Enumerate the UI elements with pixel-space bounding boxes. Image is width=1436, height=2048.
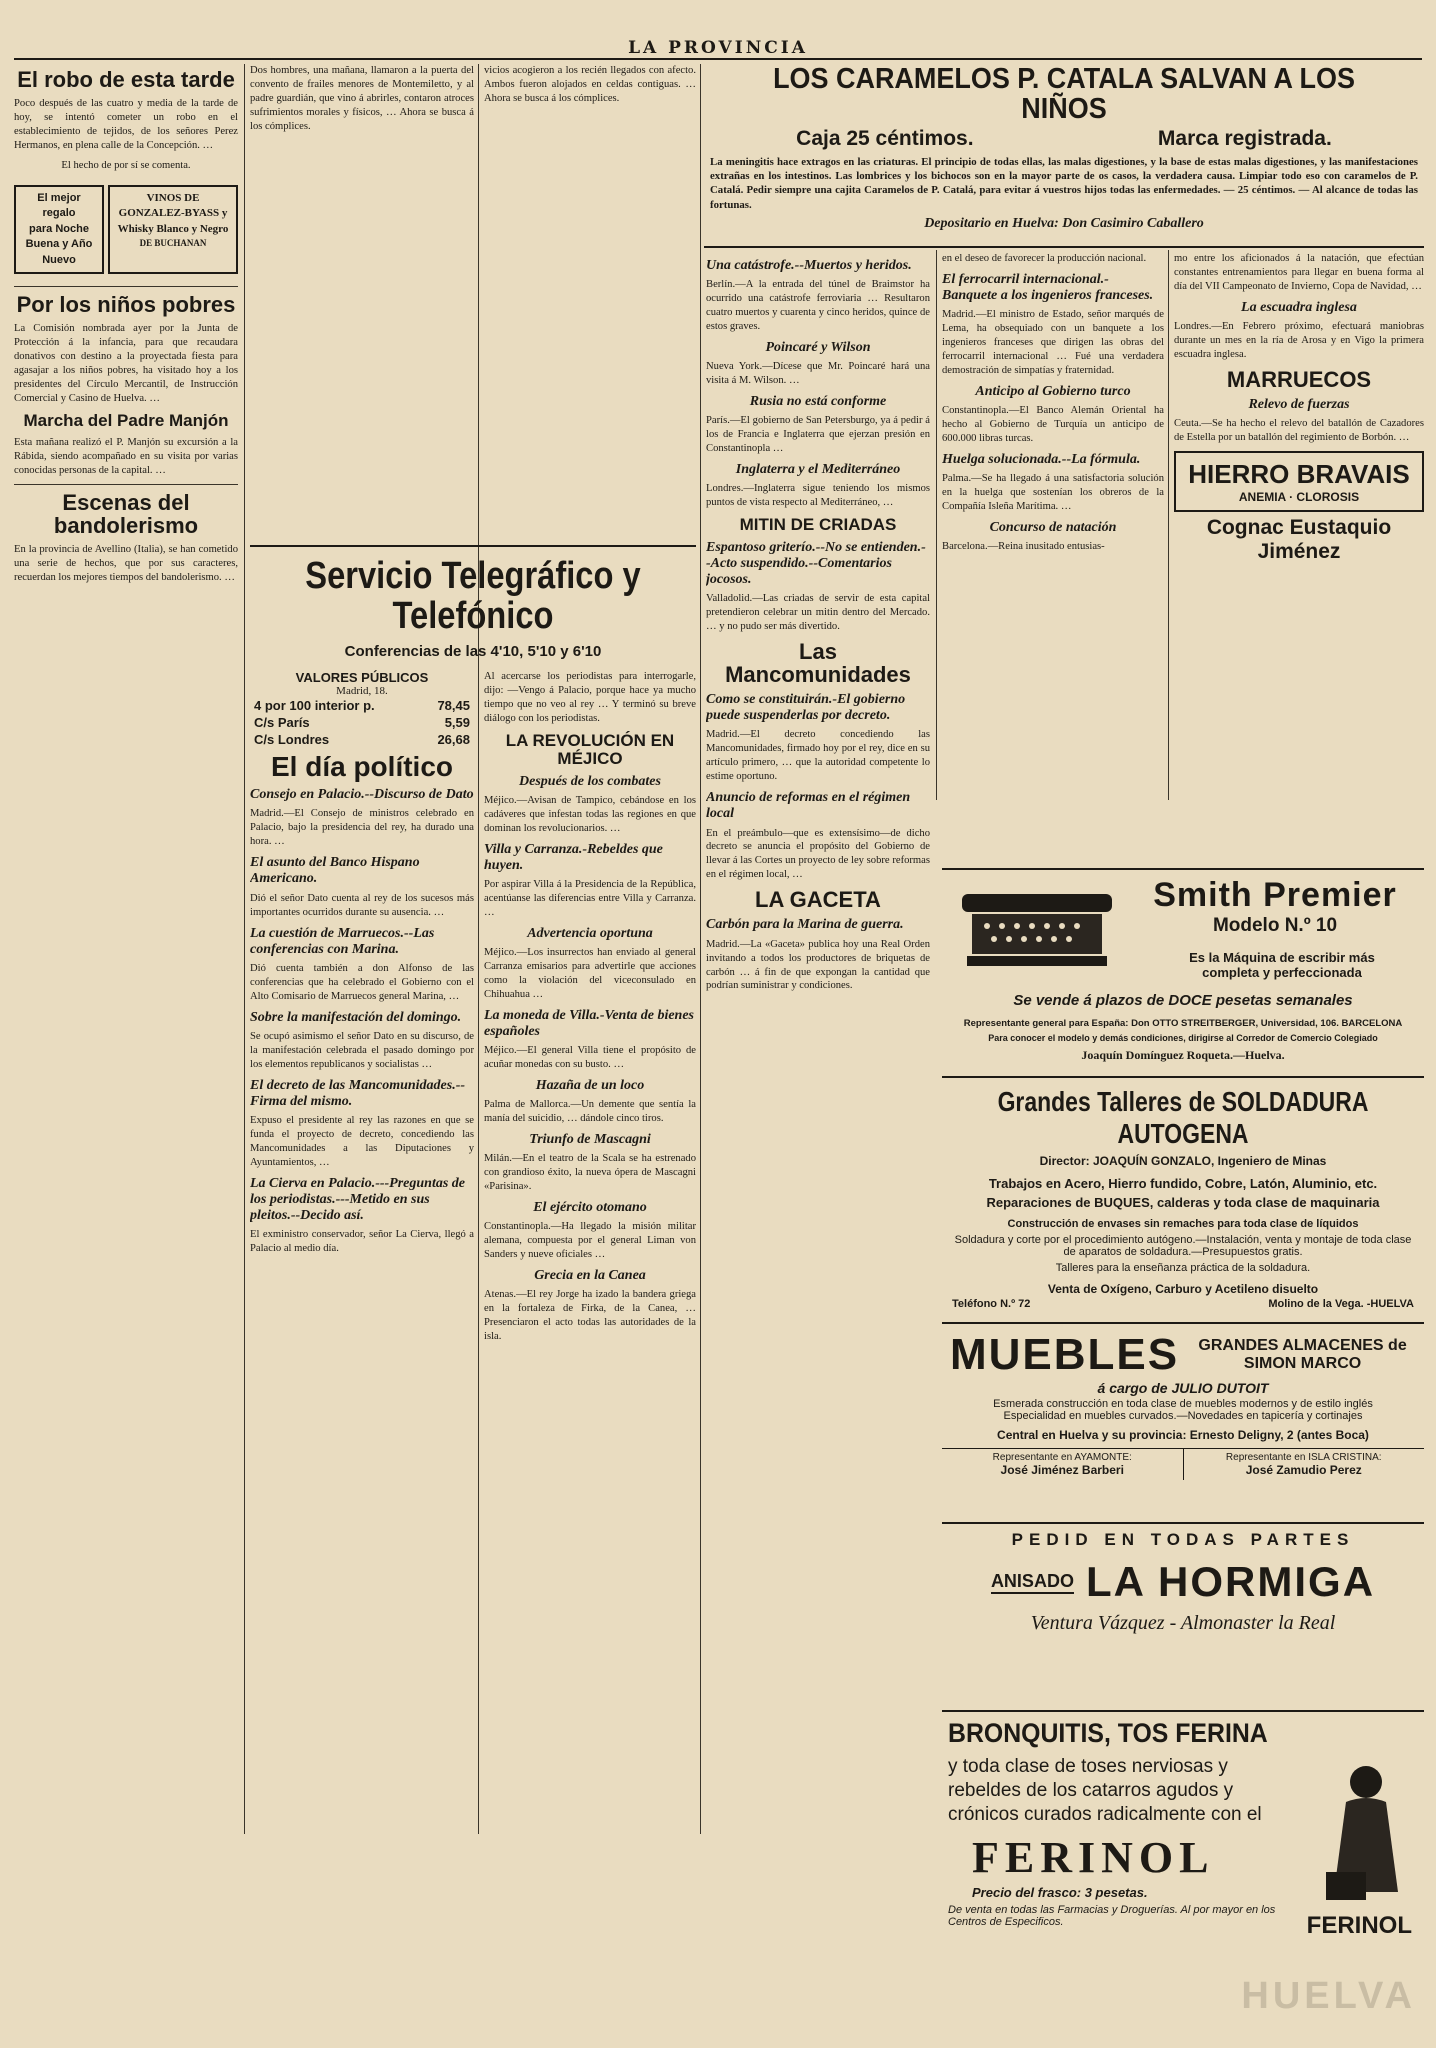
headline-bandolerismo: Escenas del bandolerismo xyxy=(53,489,199,538)
ad-muebles-rep2: Representante en ISLA CRISTINA: xyxy=(1225,1452,1382,1463)
column-6 xyxy=(1174,252,1424,862)
subhead-cierva: La Cierva en Palacio.---Preguntas de los periodistas.---Metido en sus pleitos.--Decido así. xyxy=(250,1175,466,1223)
ad-muebles-central: Central en Huelva y su provincia: Ernesto Deligny, 2 (antes Boca) xyxy=(997,1428,1369,1442)
ad-soldadura-line2: Reparaciones de BUQUES, calderas y toda clase de maquinaria xyxy=(986,1195,1380,1210)
masthead: LA PROVINCIA xyxy=(628,38,808,58)
ad-smith-rep3: Joaquín Domínguez Roqueta.—Huelva. xyxy=(1081,1048,1285,1062)
ad-ferinol-sale: De venta en todas las Farmacias y Droguerías. Al por mayor en los Centros de Especificos. xyxy=(948,1904,1276,1929)
article-manjon: Esta mañana realizó el P. Manjón su excursión a la Rábida, siendo acompañado en su visita por varias conocidas personas de la capital. … xyxy=(14,436,238,476)
article-cierva-cont: Al acercarse los periodistas para interrogarle, dijo: —Vengo á Palacio, porque hace ya mucho tiempo que no veo al rey … Y terminó su breve diálogo con los periodistas. xyxy=(484,671,696,724)
headline-telegrafico: Servicio Telegráfico y Telefónico xyxy=(305,555,641,637)
article-escuadra: Londres.—En Febrero próximo, efectuará maniobras durante un mes en la ría de Arosa y en Vigo la primera escuadra inglesa. xyxy=(1174,321,1424,360)
telegraphic-section xyxy=(250,545,696,660)
ad-soldadura-line1: Trabajos en Acero, Hierro fundido, Cobre, Latón, Aluminio, etc. xyxy=(988,1176,1378,1191)
column-divider xyxy=(244,64,245,1834)
valores-value: 5,59 xyxy=(444,715,470,730)
article-frailes-cont: vicios acogieron a los recién llegados con afecto. Ambos fueron alojados en celdas contiguas. … Ahora se busca á los cómplices. xyxy=(484,65,696,104)
ad-anisado: ANISADO xyxy=(991,1571,1074,1594)
ad-muebles-rep2-name: José Zamudio Perez xyxy=(1245,1463,1362,1477)
column-divider xyxy=(478,64,479,1834)
article-villa: Por aspirar Villa á la Presidencia de la República, acentúanse las diferencias entre Villa y Carranza. … xyxy=(484,878,696,918)
valores-row xyxy=(250,714,474,731)
subhead-dominio: Sobre la manifestación del domingo. xyxy=(250,1009,462,1025)
valores-row xyxy=(250,731,474,748)
ad-soldadura-telefono: Teléfono N.º 72 xyxy=(952,1298,1031,1310)
headline-gaceta: LA GACETA xyxy=(755,887,881,913)
subhead-anuncio: Anuncio de reformas en el régimen local xyxy=(706,790,911,822)
ad-muebles-title: MUEBLES xyxy=(950,1330,1180,1379)
article-bandolerismo: En la provincia de Avellino (Italia), se han cometido una serie de hechos, que por sus caracteres, recuerdan los mejores tiempos del bandolerismo. … xyxy=(14,543,238,583)
subhead-marruecos: La cuestión de Marruecos.--Las conferencias con Marina. xyxy=(250,925,435,957)
article-poincare: Nueva York.—Dícese que Mr. Poincaré hará una visita á M. Wilson. … xyxy=(706,361,930,387)
article-natacion: Barcelona.—Reina inusitado entusias- xyxy=(942,541,1105,553)
ad-soldadura-director: Director: JOAQUÍN GONZALO, Ingeniero de Minas xyxy=(1039,1154,1327,1168)
ad-caramelos-text: La meningitis hace extragos en las criaturas. El principio de todas ellas, las malas digestiones, y la base de estas malas digestiones, y las manifestaciones extrañas en los intestinos. Las lombrices y los bichocos son en la mayor parte de os casos, la verdadera causa. Limpiar todo eso con caramelos de P. Catalá. Pedir siempre una cajita Caramelos de P. Catalá, para evitar á vuestros hijos todas las enfermedades. — 25 céntimos. — Al alcance de todas las fortunas. xyxy=(710,155,1418,211)
article-ferrocarril: Madrid.—El ministro de Estado, señor marqués de Lema, ha obsequiado con un banquete a los ingenieros franceses que dirigen las obras del ferrocarril internacional … Fué una verdadera demostración de simpatías y fraternidad. xyxy=(942,309,1164,377)
ad-pedid: PEDID EN TODAS PARTES xyxy=(1011,1530,1355,1549)
article-produccion: en el deseo de favorecer la producción nacional. xyxy=(942,253,1147,264)
ad-soldadura-line5: Talleres para la enseñanza práctica de la soldadura. xyxy=(1055,1262,1311,1274)
subhead-griterio: Espantoso griterío.--No se entienden.--Acto suspendido.--Comentarios jocosos. xyxy=(706,539,926,588)
subhead-moneda: La moneda de Villa.-Venta de bienes españoles xyxy=(484,1007,694,1039)
subhead-huelga: Huelga solucionada.--La fórmula. xyxy=(942,452,1141,467)
ad-soldadura-line3: Construcción de envases sin remaches para toda clase de líquidos xyxy=(1007,1218,1359,1230)
ad-ferinol-brand: FERINOL xyxy=(972,1833,1215,1883)
valores-value: 78,45 xyxy=(437,698,470,713)
article-robo: Poco después de las cuatro y media de la tarde de hoy, se intentó cometer un robo en el establecimiento de tejidos, de los señores Perez Hermanos, en plena calle de la Concepción. … xyxy=(14,98,238,151)
divider xyxy=(14,286,238,287)
subhead-escuadra: La escuadra inglesa xyxy=(1241,299,1357,315)
ad-muebles xyxy=(942,1322,1424,1520)
subhead-catastrofe: Una catástrofe.--Muertos y heridos. xyxy=(706,258,912,273)
ad-soldadura-title: Grandes Talleres de SOLDADURA AUTOGENA xyxy=(997,1086,1369,1149)
article-turco: Constantinopla.—El Banco Alemán Oriental ha hecho al Gobierno de Turquía un anticipo de 600.000 libras turcas. xyxy=(942,405,1164,445)
ad-hormiga-maker: Ventura Vázquez - Almonaster la Real xyxy=(1030,1612,1336,1634)
ad-soldadura-direccion: Molino de la Vega. -HUELVA xyxy=(1268,1298,1414,1310)
article-dominio: Se ocupó asimismo el señor Dato en su discurso, de la manifestación celebrada el pasado domingo por los elementos republicanos y socialistas … xyxy=(250,1030,474,1070)
ad-muebles-cargo: á cargo de JULIO DUTOIT xyxy=(1097,1380,1269,1396)
article-gobierno: Madrid.—El decreto concediendo las Mancomunidades, firmado hoy por el rey, dice en su artículo primero, … que la autoridad competente lo estime oportuno. xyxy=(706,729,930,783)
ad-muebles-store: GRANDES ALMACENES de SIMON MARCO xyxy=(1198,1337,1407,1372)
article-grecia: Atenas.—El rey Jorge ha izado la bandera griega en la fortaleza de Firka, de la Canea, … Presenciaron el acto todas las autoridades de la isla. xyxy=(484,1288,696,1342)
ad-caramelos-caja: Caja 25 céntimos. xyxy=(796,126,974,150)
article-relevo: Ceuta.—Se ha hecho el relevo del batallón de Cazadores de Estella por un batallón del regimiento de Borbón. … xyxy=(1174,418,1424,444)
subhead-combates: Después de los combates xyxy=(519,773,661,789)
valores-table xyxy=(250,697,474,748)
ad-smith-title: Smith Premier xyxy=(1153,876,1397,914)
subhead-carbon: Carbón para la Marina de guerra. xyxy=(706,917,904,933)
divider xyxy=(14,484,238,485)
subhead-consejo: Consejo en Palacio.--Discurso de Dato xyxy=(250,787,474,803)
ad-ferinol-small: FERINOL xyxy=(1306,1912,1412,1939)
headline-mejico: LA REVOLUCIÓN EN MÉJICO xyxy=(505,730,675,768)
article-cierva: El exministro conservador, señor La Cierva, llegó a Palacio al medio día. xyxy=(250,1228,474,1254)
ad-caramelos-depositario: Depositario en Huelva: Don Casimiro Caballero xyxy=(924,215,1204,231)
valores-row xyxy=(250,697,474,714)
ad-regalo-title: El mejor regalo xyxy=(37,191,81,220)
ad-cognac: Cognac Eustaquio Jiménez xyxy=(1206,516,1392,564)
article-consejo: Madrid.—El Consejo de ministros celebrado en Palacio, bajo la presidencia del rey, ha durado una hora. … xyxy=(250,808,474,848)
ad-smith-premier xyxy=(942,868,1424,1072)
subhead-rusia: Rusia no está conforme xyxy=(749,394,887,409)
valores-label: 4 por 100 interior p. xyxy=(254,698,375,713)
column-4 xyxy=(706,252,930,2032)
typewriter-icon xyxy=(952,884,1122,974)
valores-label: C/s París xyxy=(254,715,310,730)
column-2-lower xyxy=(250,670,474,2030)
subhead-poincare: Poincaré y Wilson xyxy=(765,339,871,355)
article-mancomunidades: Expuso el presidente al rey las razones en que se funda el proyecto de decreto, concediendo las Mancomunidades a las Diputaciones y Ayuntamientos, … xyxy=(250,1114,474,1168)
ad-caramelos-marca: Marca registrada. xyxy=(1157,126,1332,150)
woman-figure-icon xyxy=(1306,1752,1416,1912)
valores-date: Madrid, 18. xyxy=(336,685,388,697)
ad-hormiga-title: LA HORMIGA xyxy=(1085,1558,1376,1605)
column-1 xyxy=(14,64,238,2034)
column-3-upper xyxy=(484,64,696,534)
headline-robo: El robo de esta tarde xyxy=(17,67,235,92)
valores-value: 26,68 xyxy=(437,732,470,747)
headline-mancomunidades: Las Mancomunidades xyxy=(725,639,911,688)
article-banco: Dió el señor Dato cuenta al rey de los sucesos más importantes ocurridos durante su ausencia. … xyxy=(250,892,474,918)
headline-criadas: MITIN DE CRIADAS xyxy=(739,515,897,535)
subhead-gobierno: Como se constituirán.-El gobierno puede suspenderlas por decreto. xyxy=(706,692,906,724)
article-huelga: Palma.—Se ha llegado á una satisfactoria solución en la huelga que sostenían los obreros de la Compañía Isleña Marítima. … xyxy=(942,473,1164,513)
article-anuncio: En el preámbulo—que es extensísimo—de dicho decreto se anuncia el propósito del Gobierno de llevar á las Cortes un proyecto de ley sobre reformas en el régimen local, … xyxy=(706,827,930,881)
subhead-otomano: El ejército otomano xyxy=(533,1199,647,1215)
article-marruecos: Dió cuenta también a don Alfonso de las conferencias que ha celebrado el Gobierno con el Alto Comisario de Marruecos general Marina, … xyxy=(250,962,474,1002)
ad-ferinol-line: y toda clase de toses nerviosas y rebeldes de los catarros agudos y crónicos curados radicalmente con el xyxy=(948,1756,1262,1825)
ad-hierro-title: HIERRO BRAVAIS xyxy=(1188,459,1410,490)
column-divider xyxy=(1168,250,1169,800)
conferencias: Conferencias de las 4'10, 5'10 y 6'10 xyxy=(344,642,602,660)
subhead-relevo: Relevo de fuerzas xyxy=(1248,397,1350,412)
ad-ferinol-title: BRONQUITIS, TOS FERINA xyxy=(948,1718,1268,1748)
ad-smith-rep2: Para conocer el modelo y demás condiciones, dirigirse al Corredor de Comercio Colegiado xyxy=(988,1033,1378,1043)
subhead-ferrocarril: El ferrocarril internacional.-Banquete a los ingenieros franceses. xyxy=(942,271,1154,304)
subhead-turco: Anticipo al Gobierno turco xyxy=(975,384,1131,399)
ad-regalo-text: para Noche Buena y Año Nuevo xyxy=(25,222,93,266)
article-advertencia: Méjico.—Los insurrectos han enviado al general Carranza emisarios para advertirle que acciones como la violación del viceconsulado en Chihuahua … xyxy=(484,946,696,1000)
valores-title: VALORES PÚBLICOS xyxy=(295,670,429,685)
subhead-hazana: Hazaña de un loco xyxy=(535,1077,645,1093)
ad-muebles-rep1: Representante en AYAMONTE: xyxy=(992,1452,1132,1463)
ad-smith-rep: Representante general para España: Don OTTO STREITBERGER, Universidad, 106. BARCELONA xyxy=(963,1018,1403,1029)
headline-ninos: Por los niños pobres xyxy=(16,291,236,317)
article-inglaterra: Londres.—Inglaterra sigue teniendo los mismos puntos de vista respecto al Mediterráneo, … xyxy=(706,483,930,509)
subhead-banco: El asunto del Banco Hispano Americano. xyxy=(250,855,420,887)
subhead-inglaterra: Inglaterra y el Mediterráneo xyxy=(735,462,901,477)
headline-dia-politico: El día político xyxy=(270,751,453,782)
ad-soldadura-line6: Venta de Oxígeno, Carburo y Acetileno disuelto xyxy=(1047,1282,1319,1296)
article-catastrofe: Berlín.—A la entrada del túnel de Braimstor ha ocurrido una catástrofe ferroviaria … Resultaron cuatro muertos y cuarenta y cinco heridos, quince de estos graves. xyxy=(706,279,930,332)
article-rusia: París.—El gobierno de San Petersburgo, ya á pedir á los de Francia e Inglaterra que ejerzan presión en Constantinopla … xyxy=(706,415,930,455)
ad-muebles-line2: Especialidad en muebles curvados.—Novedades en tapicería y cortinajes xyxy=(1003,1410,1363,1422)
ad-regalo xyxy=(14,185,104,274)
ad-vinos-sub: DE BUCHANAN xyxy=(139,238,207,249)
ad-soldadura-line4: Soldadura y corte por el procedimiento autógeno.—Instalación, venta y montaje de toda clase de aparatos de soldadura.—Presupuestos gratis. xyxy=(954,1234,1412,1258)
article-frailes: Dos hombres, una mañana, llamaron a la puerta del convento de frailes menores de Montemiletto, y al padre guardián, que vino á abrirles, contaron atroces sufrimientos morales y físicos, … Ahora se busca á los cómplices. xyxy=(250,65,474,132)
subhead-advertencia: Advertencia oportuna xyxy=(527,925,653,941)
ad-vinos-text: VINOS DE GONZALEZ-BYASS y Whisky Blanco y Negro xyxy=(117,191,229,235)
ad-hormiga xyxy=(942,1522,1424,1724)
article-carbon: Madrid.—La «Gaceta» publica hoy una Real Orden invitando a todos los productores de briquetas de carbón … á fin de que expongan la cantidad que podrían suministrar y condiciones. xyxy=(706,938,930,992)
ad-soldadura xyxy=(942,1076,1424,1318)
article-mascagni: Milán.—En el teatro de la Scala se ha estrenado con grandioso éxito, la nueva ópera de Mascagni «Parisina». xyxy=(484,1152,696,1192)
subhead-mancomunidades: El decreto de las Mancomunidades.--Firma del mismo. xyxy=(250,1077,466,1109)
article-griterio: Valladolid.—Las criadas de servir de esta capital pretendieron celebrar un mitin dentro del Mercado. … y no pudo ser más divertido. xyxy=(706,593,930,633)
valores-label: C/s Londres xyxy=(254,732,330,747)
article-natacion-cont: mo entre los aficionados á la natación, que efectúan constantes entrenamientos para llegar en buena forma al día del VII Campeonato de Invierno, Copa de Navidad, … xyxy=(1174,253,1424,292)
article-robo-end: El hecho de por sí se comenta. xyxy=(61,159,191,171)
column-3-lower xyxy=(484,670,696,2030)
ad-smith-model: Modelo N.º 10 xyxy=(1212,915,1338,936)
column-divider xyxy=(700,64,701,1834)
subhead-grecia: Grecia en la Canea xyxy=(534,1267,646,1283)
subhead-natacion: Concurso de natación xyxy=(989,520,1117,535)
ad-hierro-bravais xyxy=(1174,451,1424,512)
article-otomano: Constantinopla.—Ha llegado la misión militar alemana, compuesta por el general Liman von Sanders y nueve oficiales … xyxy=(484,1220,696,1260)
headline-marruecos: MARRUECOS xyxy=(1226,366,1372,392)
ad-caramelos-headline: LOS CARAMELOS P. CATALA SALVAN A LOS NIÑOS xyxy=(773,63,1355,126)
ad-caramelos xyxy=(704,60,1424,248)
subhead-villa: Villa y Carranza.-Rebeldes que huyen. xyxy=(484,841,663,873)
ad-vinos xyxy=(108,185,238,274)
article-hazana: Palma de Mallorca.—Un demente que sentía la manía del suicidio, … dándole cinco tiros. xyxy=(484,1098,696,1124)
headline-manjon: Marcha del Padre Manjón xyxy=(23,410,229,430)
article-moneda: Méjico.—El general Villa tiene el propósito de acuñar monedas con su busto. … xyxy=(484,1044,696,1070)
ad-ferinol-price: Precio del frasco: 3 pesetas. xyxy=(972,1885,1148,1901)
ad-muebles-rep1-name: José Jiménez Barberi xyxy=(1000,1463,1124,1477)
subhead-mascagni: Triunfo de Mascagni xyxy=(529,1131,651,1147)
column-divider xyxy=(936,250,937,800)
ad-smith-line2: Se vende á plazos de DOCE pesetas semanales xyxy=(1013,992,1353,1009)
ad-muebles-line1: Esmerada construcción en toda clase de muebles modernos y de estilo inglés xyxy=(993,1398,1373,1410)
ad-smith-line1: Es la Máquina de escribir más completa y perfeccionada xyxy=(1189,950,1375,980)
column-5 xyxy=(942,252,1164,862)
ad-hierro-sub: ANEMIA · CLOROSIS xyxy=(1238,490,1360,505)
archive-watermark: HUELVA xyxy=(1241,1975,1416,2017)
article-combates: Méjico.—Avisan de Tampico, cebándose en los cadáveres que infestan todas las regiones en que dominan los revolucionarios. … xyxy=(484,794,696,834)
article-ninos: La Comisión nombrada ayer por la Junta de Protección á la infancia, para que recaudara donativos con destino a la proyectada fiesta para agasajar a los niños pobres, ha visitado hoy a los presidentes del Círculo Mercantil, de Instrucción Comercial y Casino de Huelva. … xyxy=(14,322,238,404)
